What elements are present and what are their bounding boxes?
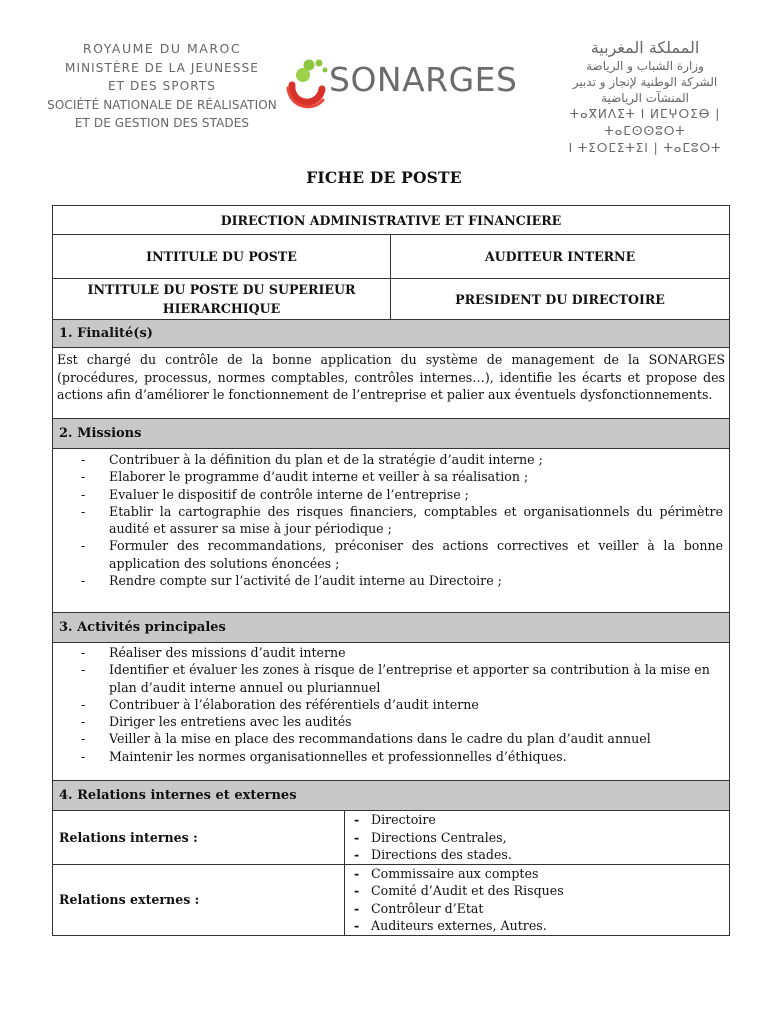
header-company: SOCIÉTÉ NATIONALE DE RÉALISATION: [47, 97, 277, 112]
list-item: - Comité d’Audit et des Risques: [349, 882, 725, 900]
list-item: - Contrôleur d’Etat: [349, 900, 725, 918]
relations-externes-label: Relations externes :: [53, 864, 345, 935]
finalite-text: Est chargé du contrôle de la bonne application du système de management de la SONARGES (procédures, processus, normes comptables, contrôles internes…), identifie les écarts et propose des actions afin d’améliorer le fonctionnement de l’entreprise et palier aux éventuels dysfonctionnements.: [53, 348, 730, 419]
superieur-label: INTITULE DU POSTE DU SUPERIEUR HIERARCHIQUE: [53, 279, 391, 320]
section-finalite: 1. Finalité(s): [53, 320, 730, 348]
poste-label: INTITULE DU POSTE: [53, 235, 391, 279]
list-item: - Maintenir les normes organisationnelles et professionnelles d’éthiques.: [59, 748, 723, 765]
sonarges-logo: [283, 56, 545, 112]
list-item: - Directions des stades.: [349, 846, 725, 864]
relations-internes-cell: [345, 811, 730, 865]
job-description-table: [52, 205, 730, 936]
relations-externes-list: [349, 865, 725, 935]
list-item: - Evaluer le dispositif de contrôle interne de l’entreprise ;: [59, 486, 723, 503]
header-tifinagh-2: ⵏ ⵜⵉⵔⵎⵉⵜⵉⵏ | ⵜⴰⵎⵓⵔⵜ: [568, 141, 722, 155]
header-ministry: MINISTÈRE DE LA JEUNESSE: [65, 60, 259, 75]
direction-cell: DIRECTION ADMINISTRATIVE ET FINANCIERE: [53, 206, 730, 235]
logo-text: SONARGES: [329, 60, 518, 99]
poste-value: AUDITEUR INTERNE: [391, 235, 730, 279]
list-item: - Diriger les entretiens avec les audités: [59, 713, 723, 730]
list-item: - Contribuer à la définition du plan et de la stratégie d’audit interne ;: [59, 451, 723, 468]
list-item: - Rendre compte sur l’activité de l’audit interne au Directoire ;: [59, 572, 723, 589]
list-item: - Directions Centrales,: [349, 829, 725, 847]
list-item: - Contribuer à l’élaboration des référentiels d’audit interne: [59, 696, 723, 713]
superieur-value: PRESIDENT DU DIRECTOIRE: [391, 279, 730, 320]
header-arabic-company: الشركة الوطنية لإنجاز و تدبير: [572, 75, 718, 89]
header-right-block: [545, 38, 745, 157]
section-missions: 2. Missions: [53, 419, 730, 449]
header-left-block: [42, 40, 282, 133]
logo-icon: [283, 56, 331, 112]
list-item: - Auditeurs externes, Autres.: [349, 917, 725, 935]
missions-cell: [53, 449, 730, 613]
relations-internes-list: [349, 811, 725, 864]
header-ministry-2: ET DES SPORTS: [108, 79, 216, 93]
header-company-2: ET DE GESTION DES STADES: [74, 116, 250, 130]
list-item: - Identifier et évaluer les zones à risque de l’entreprise et apporter sa contribution à la mise en plan d’audit interne annuel ou pluriannuel: [59, 661, 723, 696]
section-relations: 4. Relations internes et externes: [53, 781, 730, 811]
missions-list: [59, 451, 723, 589]
list-item: - Commissaire aux comptes: [349, 865, 725, 883]
header-kingdom: ROYAUME DU MAROC: [82, 41, 242, 56]
activites-cell: [53, 643, 730, 781]
list-item: - Veiller à la mise en place des recommandations dans le cadre du plan d’audit annuel: [59, 730, 723, 747]
header-arabic-kingdom: المملكة المغربية: [590, 38, 700, 57]
section-activites: 3. Activités principales: [53, 613, 730, 643]
activites-list: [59, 644, 723, 765]
header-tifinagh-1: ⵜⴰⴳⵍⴷⵉⵜ ⵏ ⵍⵎⵖⵔⵉⴱ | ⵜⴰⵎⵙⵙⵓⵔⵜ: [569, 107, 721, 138]
header-arabic-company-2: المنشآت الرياضية: [601, 91, 689, 105]
page-title: FICHE DE POSTE: [306, 168, 462, 187]
list-item: - Etablir la cartographie des risques financiers, comptables et organisationnels du périmètre audité et assurer sa mise à jour périodique ;: [59, 503, 723, 538]
relations-internes-label: Relations internes :: [53, 811, 345, 865]
list-item: - Directoire: [349, 811, 725, 829]
list-item: - Elaborer le programme d’audit interne et veiller à sa réalisation ;: [59, 468, 723, 485]
list-item: - Réaliser des missions d’audit interne: [59, 644, 723, 661]
header-arabic-ministry: وزارة الشباب و الرياضة: [586, 59, 704, 73]
list-item: - Formuler des recommandations, préconiser des actions correctives et veiller à la bonne application des solutions énoncées ;: [59, 537, 723, 572]
relations-externes-cell: [345, 864, 730, 935]
